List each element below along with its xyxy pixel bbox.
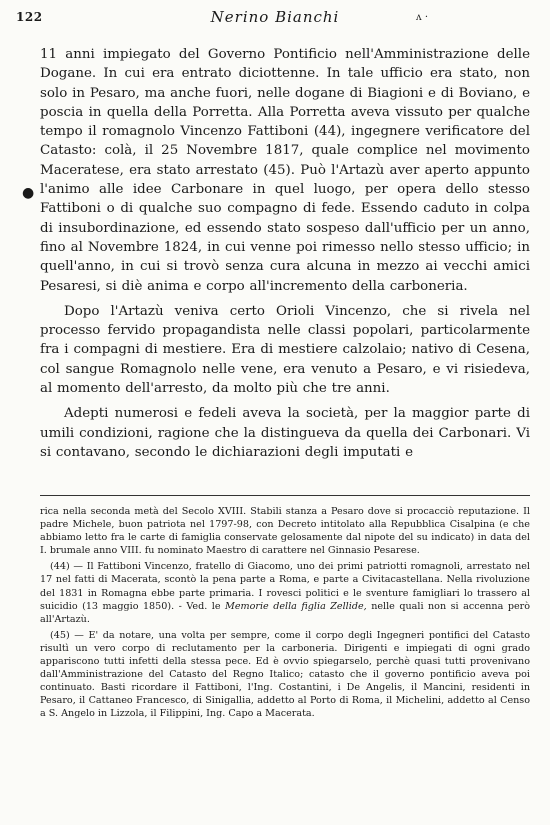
footnote-divider [40,495,530,496]
footnote-44 [40,560,530,625]
paragraph-2: Dopo l'Artazù veniva certo Orioli Vincenzo, che si rivela nel processo fervido propagandista nelle classi popolari, particolarmente fra i compagni di mestiere. Era di mestiere calzolaio; nativo di Cesena, col sangue Romagnolo nelle vene, era venuto a Pesaro, e vi risiedeva, al momento dell'arresto, da molto più che tre anni. [40,303,530,397]
running-head: Nerino Bianchi [210,8,340,26]
header-mark: ʌ · [416,12,429,23]
page-header [16,8,534,28]
page-number: 122 [16,10,43,24]
footnotes [40,505,530,721]
paragraph-1: 11 anni impiegato del Governo Pontificio nell'Amministrazione delle Dogane. In cui era entrato diciottenne. In tale ufficio era stato, non solo in Pesaro, ma anche fuori, nelle dogane di Biagioni e di Boviano, e poscia in quella della Porretta. Alla Porretta aveva vissuto per qualche tempo il romagnolo Vincenzo Fattiboni (44), ingegnere verificatore del Catasto: colà, il 25 Novembre 1817, quale complice nel movimento Maceratese, era stato arrestato (45). Può l'Artazù aver aperto appunto l'animo alle idee Carbonare in quel luogo, per opera dello stesso Fattiboni o di qualche suo compagno di fede. Essendo caduto in colpa di insubordinazione, ed essendo stato sospeso dall'ufficio per un anno, fino al Novembre 1824, in cui venne poi rimesso nello stesso ufficio; in quell'anno, in cui si trovò senza cura alcuna in mezzo ai vecchi amici Pesaresi, si diè anima e corpo all'incremento della carboneria. [40,47,530,294]
paragraph-3: Adepti numerosi e fedeli aveva la società, per la maggior parte di umili condizioni, ragione che la distingueva da quella dei Carbonari. Vi si contavano, secondo le dichiarazioni degli imputati e [40,406,530,460]
footnote-continuation: rica nella seconda metà del Secolo XVIII. Stabili stanza a Pesaro dove si procacciò reputazione. Il padre Michele, buon patriota nel 1797-98, con Decreto intitolato alla Repubblica Cisalpina (e che abbiamo letto fra le carte di famiglia conservate gelosamente dal nipote del su indicato) in data del I. brumale anno VIII. fu nominato Maestro di carattere nel Ginnasio Pesarese. [40,506,530,557]
footnote-44-end: nelle quali non si accenna però all'Artazù. [40,600,530,625]
footnote-44-text: (44) — Il Fattiboni Vincenzo, fratello di Giacomo, uno dei primi patriotti romagnoli, arrestato nel 17 nel fatti di Macerata, scontò la pena parte a Roma, e parte a Civitacastellana. Nella rivoluzione del 1831 in Romagna ebbe parte primaria. I rovesci politici e le sventure famigliari lo trassero al suicidio (13 maggio 1850). - Ved. le [40,561,530,612]
footnote-45: (45) — E' da notare, una volta per sempre, come il corpo degli Ingegneri pontifici del Catasto risultì un vero corpo di reclutamento per la carboneria. Dirigenti e impiegati di ogni grado appariscono tutti infetti della stessa pece. Ed è ovvio spiegarselo, perchè quasi tutti provenivano dall'Amministrazione del Catasto del Regno Italico; catasto che il governo pontificio aveva poi continuato. Basti ricordare il Fattiboni, l'Ing. Costantini, i De Angelis, il Mancini, residenti in Pesaro, il Cattaneo Francesco, di Sinigallia, addetto al Porto di Roma, il Michelini, addetto al Censo a S. Angelo in Lizzola, il Filippini, Ing. Capo a Macerata. [40,629,530,720]
footnote-44-title: Memorie della figlia Zellide, [225,600,367,612]
margin-mark: ● [22,185,35,201]
main-text [40,45,530,462]
